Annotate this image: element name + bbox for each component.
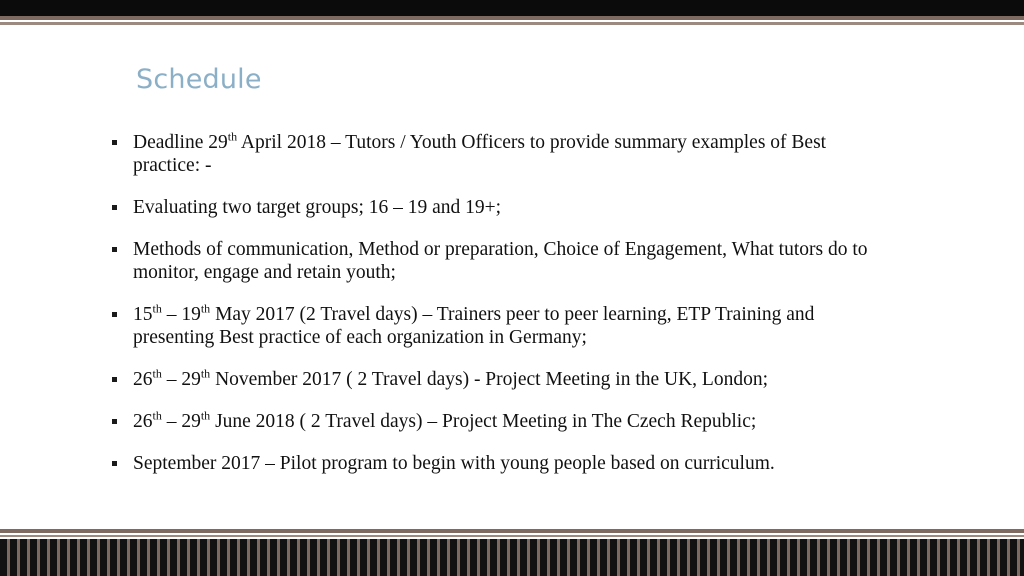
item-text: September 2017 – Pilot program to begin with young people based on curriculum. [133, 453, 775, 474]
ordinal-suffix: th [200, 408, 211, 423]
top-brown-stripe [0, 16, 1024, 20]
ordinal-suffix: th [152, 366, 162, 381]
bullet-square-icon [112, 377, 117, 382]
item-text: Methods of communication, Method or preparation, Choice of Engagement, What tutors do to monitor, engage and retain youth; [133, 239, 868, 283]
item-text: June 2018 ( 2 Travel days) – Project Meeting in The Czech Republic; [210, 411, 757, 432]
bullet-square-icon [112, 247, 117, 252]
bottom-striped-border [0, 539, 1024, 576]
bottom-brown-stripe [0, 529, 1024, 533]
bottom-light-stripe [0, 535, 1024, 537]
item-text: May 2017 (2 Travel days) – Trainers peer to peer learning, ETP Training and presenting Best practice of each organization in Germany; [133, 304, 815, 348]
top-light-stripe [0, 22, 1024, 25]
top-dark-band [0, 0, 1024, 16]
item-text: – 29 [161, 369, 201, 390]
item-text: Deadline 29 [133, 132, 228, 153]
schedule-item-deadline [110, 131, 870, 177]
item-text: Evaluating two target groups; 16 – 19 and 19+; [133, 197, 502, 218]
ordinal-suffix: th [200, 366, 211, 381]
item-text: 15 [133, 304, 153, 325]
bullet-square-icon [112, 205, 117, 210]
schedule-item-methods [110, 238, 870, 284]
bullet-square-icon [112, 312, 117, 317]
item-text: April 2018 – Tutors / Youth Officers to provide summary examples of Best practice: - [133, 132, 827, 176]
bullet-square-icon [112, 461, 117, 466]
bullet-square-icon [112, 419, 117, 424]
item-text: November 2017 ( 2 Travel days) - Project Meeting in the UK, London; [210, 369, 769, 390]
item-text: – 19 [161, 304, 201, 325]
schedule-list [110, 131, 870, 494]
schedule-item-pilot [110, 452, 870, 475]
schedule-item-target-groups [110, 196, 870, 219]
schedule-item-june-meeting [110, 410, 870, 433]
schedule-item-november-meeting [110, 368, 870, 391]
ordinal-suffix: th [152, 408, 162, 423]
item-text: – 29 [161, 411, 201, 432]
item-text: 26 [133, 411, 153, 432]
slide-title: Schedule [136, 64, 262, 95]
schedule-item-may-training [110, 303, 870, 349]
bullet-square-icon [112, 140, 117, 145]
ordinal-suffix: th [200, 301, 211, 316]
ordinal-suffix: th [152, 301, 162, 316]
item-text: 26 [133, 369, 153, 390]
ordinal-suffix: th [227, 129, 238, 144]
